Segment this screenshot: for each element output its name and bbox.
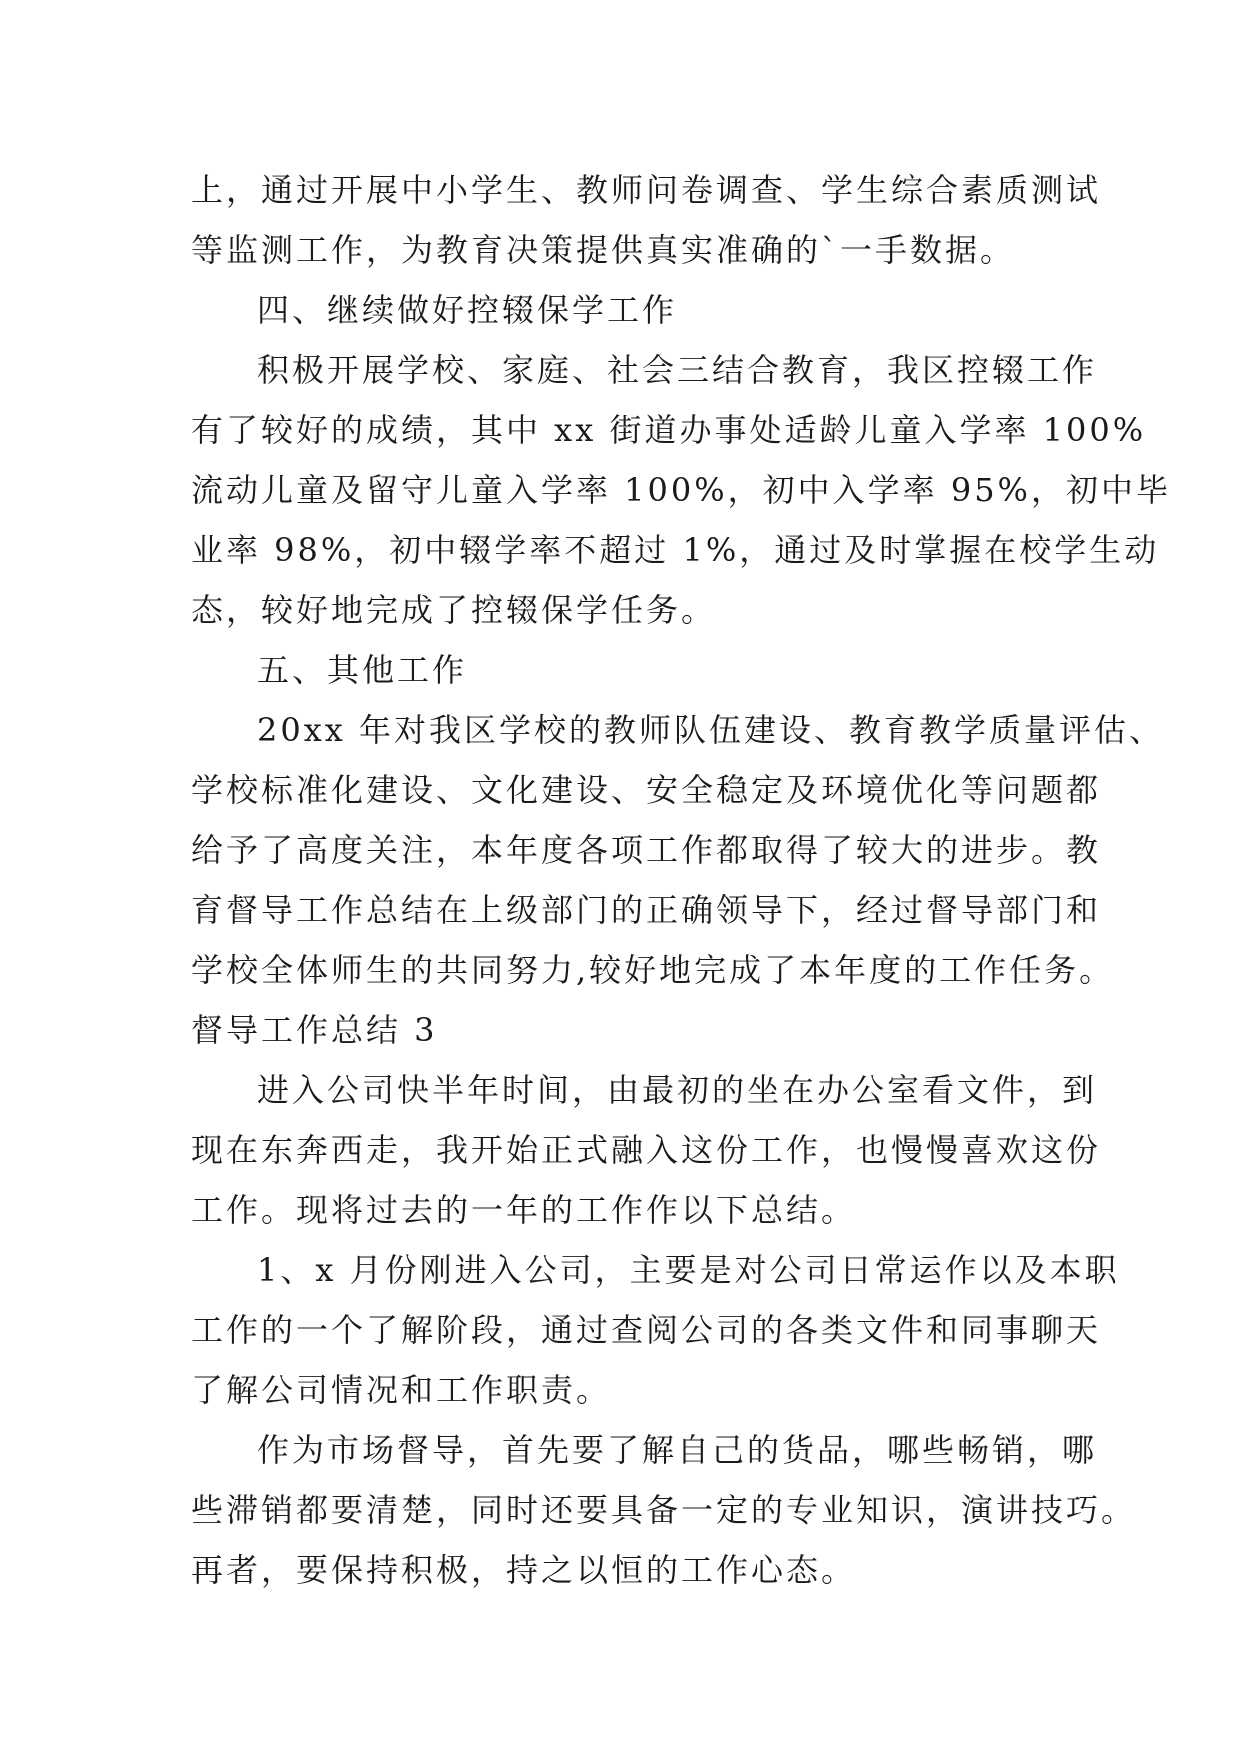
text-line: 了解公司情况和工作职责。 <box>191 1371 612 1409</box>
text-line: 等监测工作，为教育决策提供真实准确的`一手数据。 <box>191 231 1016 269</box>
text-line: 些滞销都要清楚，同时还要具备一定的专业知识，演讲技巧。 <box>191 1491 1137 1529</box>
text-line: 有了较好的成绩，其中 xx 街道办事处适龄儿童入学率 100% <box>191 411 1147 449</box>
text-line: 流动儿童及留守儿童入学率 100%，初中入学率 95%，初中毕 <box>191 471 1171 509</box>
text-line: 1、x 月份刚进入公司，主要是对公司日常运作以及本职 <box>257 1251 1120 1289</box>
text-line: 上，通过开展中小学生、教师问卷调查、学生综合素质测试 <box>191 171 1102 209</box>
text-line: 学校标准化建设、文化建设、安全稳定及环境优化等问题都 <box>191 771 1102 809</box>
text-line: 作为市场督导，首先要了解自己的货品，哪些畅销，哪 <box>257 1431 1098 1469</box>
text-line: 积极开展学校、家庭、社会三结合教育，我区控辍工作 <box>257 351 1098 389</box>
text-line: 四、继续做好控辍保学工作 <box>257 291 678 329</box>
text-line: 育督导工作总结在上级部门的正确领导下，经过督导部门和 <box>191 891 1102 929</box>
text-line: 20xx 年对我区学校的教师队伍建设、教育教学质量评估、 <box>257 711 1164 749</box>
text-line: 业率 98%，初中辍学率不超过 1%，通过及时掌握在校学生动 <box>191 531 1160 569</box>
text-line: 再者，要保持积极，持之以恒的工作心态。 <box>191 1551 857 1589</box>
text-line: 态，较好地完成了控辍保学任务。 <box>191 591 717 629</box>
text-line: 工作。现将过去的一年的工作作以下总结。 <box>191 1191 857 1229</box>
text-line: 工作的一个了解阶段，通过查阅公司的各类文件和同事聊天 <box>191 1311 1102 1349</box>
text-line: 五、其他工作 <box>257 651 468 689</box>
text-line: 进入公司快半年时间，由最初的坐在办公室看文件，到 <box>257 1071 1098 1109</box>
text-line: 督导工作总结 3 <box>191 1011 438 1049</box>
document-body <box>191 160 1171 1600</box>
text-line: 现在东奔西走，我开始正式融入这份工作，也慢慢喜欢这份 <box>191 1131 1102 1169</box>
text-line: 给予了高度关注，本年度各项工作都取得了较大的进步。教 <box>191 831 1102 869</box>
text-line: 学校全体师生的共同努力,较好地完成了本年度的工作任务。 <box>191 951 1115 989</box>
